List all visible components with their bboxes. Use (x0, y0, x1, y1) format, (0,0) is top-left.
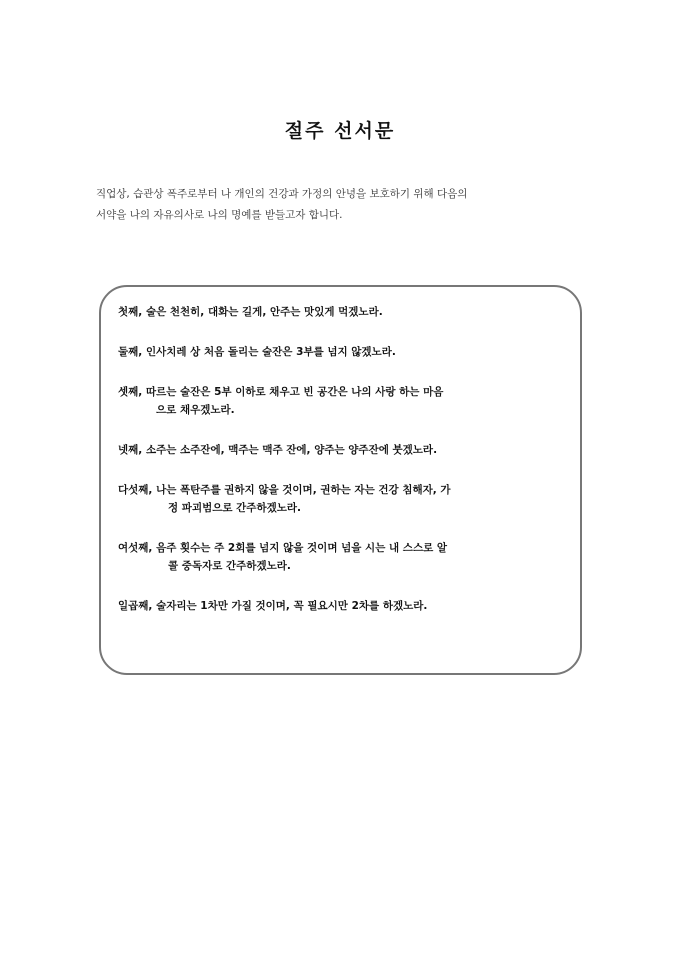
document-title: 절주 선서문 (284, 120, 396, 142)
pledge-text: 술자리는 1차만 가질 것이며, 꼭 필요시만 2차를 하겠노라. (156, 600, 428, 612)
pledge-text: 따르는 술잔은 5부 이하로 채우고 빈 공간은 나의 사랑 하는 마음 (145, 386, 444, 398)
pledge-text: 술은 천천히, 대화는 길게, 안주는 맛있게 먹겠노라. (145, 306, 383, 318)
pledge-continuation: 으로 채우겠노라. (156, 404, 235, 416)
intro-line: 서약을 나의 자유의사로 나의 명예를 받들고자 합니다. (96, 209, 343, 221)
pledge-continuation: 콜 중독자로 간주하겠노라. (168, 560, 291, 572)
pledge-item-2 (118, 343, 566, 361)
intro-paragraph (96, 184, 584, 226)
pledge-item-6 (118, 539, 566, 575)
pledge-text: 인사치레 상 처음 돌리는 술잔은 3부를 넘지 않겠노라. (145, 346, 396, 358)
intro-line: 직업상, 습관상 폭주로부터 나 개인의 건강과 가정의 안녕을 보호하기 위해 다음의 (96, 188, 468, 200)
pledge-text: 음주 횟수는 주 2회를 넘지 않을 것이며 넘을 시는 내 스스로 알 (156, 542, 448, 554)
pledge-label: 첫째, (118, 306, 143, 318)
pledge-item-4 (118, 441, 566, 459)
pledge-label: 다섯째, (118, 484, 153, 496)
pledge-item-3 (118, 383, 566, 419)
pledge-label: 둘째, (118, 346, 143, 358)
pledge-item-7 (118, 597, 566, 615)
pledge-box (99, 285, 582, 675)
pledge-item-1 (118, 303, 566, 321)
pledge-label: 넷째, (118, 444, 143, 456)
pledge-text: 소주는 소주잔에, 맥주는 맥주 잔에, 양주는 양주잔에 붓겠노라. (145, 444, 438, 456)
pledge-label: 셋째, (118, 386, 143, 398)
pledge-item-5 (118, 481, 566, 517)
pledge-text: 나는 폭탄주를 권하지 않을 것이며, 권하는 자는 건강 침해자, 가 (156, 484, 451, 496)
pledge-label: 일곱째, (118, 600, 153, 612)
pledge-label: 여섯째, (118, 542, 153, 554)
pledge-continuation: 정 파괴범으로 간주하겠노라. (168, 502, 302, 514)
